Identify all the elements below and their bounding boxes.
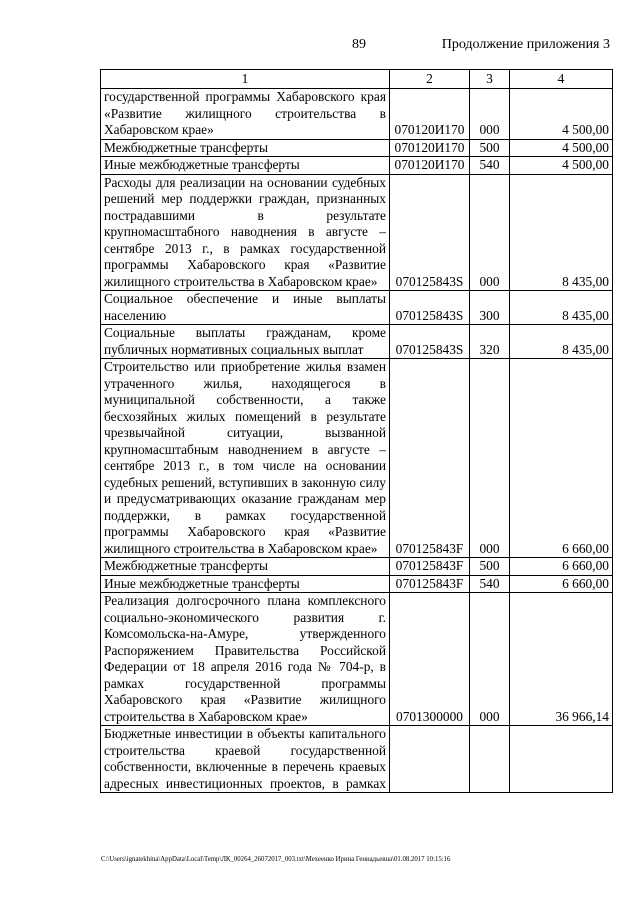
row-expense-type: 000 [470,359,510,558]
row-target-code: 070125843F [390,558,470,576]
row-expense-type: 320 [470,325,510,359]
row-description: Строительство или приобретение жилья взамен утраченного жилья, находящегося в муниципальной собственности, а также бесхозяйных жилых помещений в результате чрезвычайной ситуации, вызванной крупномасштабным наводнением в августе – сентябре 2013 г., в том числе на основании судебных решений, вступивших в законную силу и предусматривающих оказание гражданам мер поддержки, в рамках государственной программы Хабаровского края «Развитие жилищного строительства в Хабаровском крае» [101,359,390,558]
row-amount: 4 500,00 [510,89,613,140]
row-target-code: 070125843F [390,359,470,558]
row-description: Иные межбюджетные трансферты [101,157,390,175]
row-description: Межбюджетные трансферты [101,139,390,157]
column-header: 3 [470,70,510,89]
row-description: Межбюджетные трансферты [101,558,390,576]
table-row [101,174,613,291]
row-amount: 8 435,00 [510,325,613,359]
row-expense-type: 500 [470,558,510,576]
table-row [101,157,613,175]
row-description: Реализация долгосрочного плана комплексного социально-экономического развития г. Комсомольска-на-Амуре, утвержденного Распоряжением Правительства Российской Федерации от 18 апреля 2016 года № 704-р, в рамках государственной программы Хабаровского края «Развитие жилищного строительства в Хабаровском крае» [101,593,390,726]
row-description: Социальное обеспечение и иные выплаты населению [101,291,390,325]
row-target-code: 070120И170 [390,89,470,140]
row-target-code: 070125843S [390,174,470,291]
row-amount: 6 660,00 [510,575,613,593]
continuation-label: Продолжение приложения 3 [441,37,610,52]
row-expense-type: 000 [470,593,510,726]
row-target-code: 070125843S [390,325,470,359]
row-expense-type: 500 [470,139,510,157]
row-expense-type: 540 [470,157,510,175]
row-description: Иные межбюджетные трансферты [101,575,390,593]
file-path-footer: C:\Users\ignatekhina\AppData\Local\Temp\ЛК_00264_26072017_003.txt\Мехеенко Ирина Геннадьевна\01.08.2017 10:15:16 [101,856,451,863]
page-number: 89 [352,37,366,52]
row-amount [510,726,613,793]
table-row [101,575,613,593]
table-header-row [101,70,613,89]
table-row [101,359,613,558]
row-expense-type: 000 [470,174,510,291]
budget-table [100,69,613,793]
row-description: государственной программы Хабаровского края «Развитие жилищного строительства в Хабаровском крае» [101,89,390,140]
column-header: 1 [101,70,390,89]
table-row [101,325,613,359]
row-target-code [390,726,470,793]
table-row [101,291,613,325]
table-row [101,139,613,157]
row-target-code: 070125843F [390,575,470,593]
row-target-code: 0701300000 [390,593,470,726]
row-amount: 6 660,00 [510,359,613,558]
row-amount: 4 500,00 [510,157,613,175]
table-row [101,593,613,726]
table-row [101,726,613,793]
row-amount: 36 966,14 [510,593,613,726]
column-header: 4 [510,70,613,89]
row-target-code: 070125843S [390,291,470,325]
table-row [101,89,613,140]
row-description: Бюджетные инвестиции в объекты капитального строительства краевой государственной собственности, включенные в перечень краевых адресных инвестиционных проектов, в рамках [101,726,390,793]
row-description: Социальные выплаты гражданам, кроме публичных нормативных социальных выплат [101,325,390,359]
row-expense-type: 300 [470,291,510,325]
row-target-code: 070120И170 [390,139,470,157]
row-amount: 8 435,00 [510,291,613,325]
row-target-code: 070120И170 [390,157,470,175]
row-expense-type: 000 [470,89,510,140]
row-amount: 4 500,00 [510,139,613,157]
row-amount: 6 660,00 [510,558,613,576]
row-amount: 8 435,00 [510,174,613,291]
row-expense-type: 540 [470,575,510,593]
row-expense-type [470,726,510,793]
column-header: 2 [390,70,470,89]
row-description: Расходы для реализации на основании судебных решений мер поддержки граждан, признанных пострадавшими в результате крупномасштабного наводнения в августе – сентябре 2013 г., в рамках государственной программы Хабаровского края «Развитие жилищного строительства в Хабаровском крае» [101,174,390,291]
table-row [101,558,613,576]
